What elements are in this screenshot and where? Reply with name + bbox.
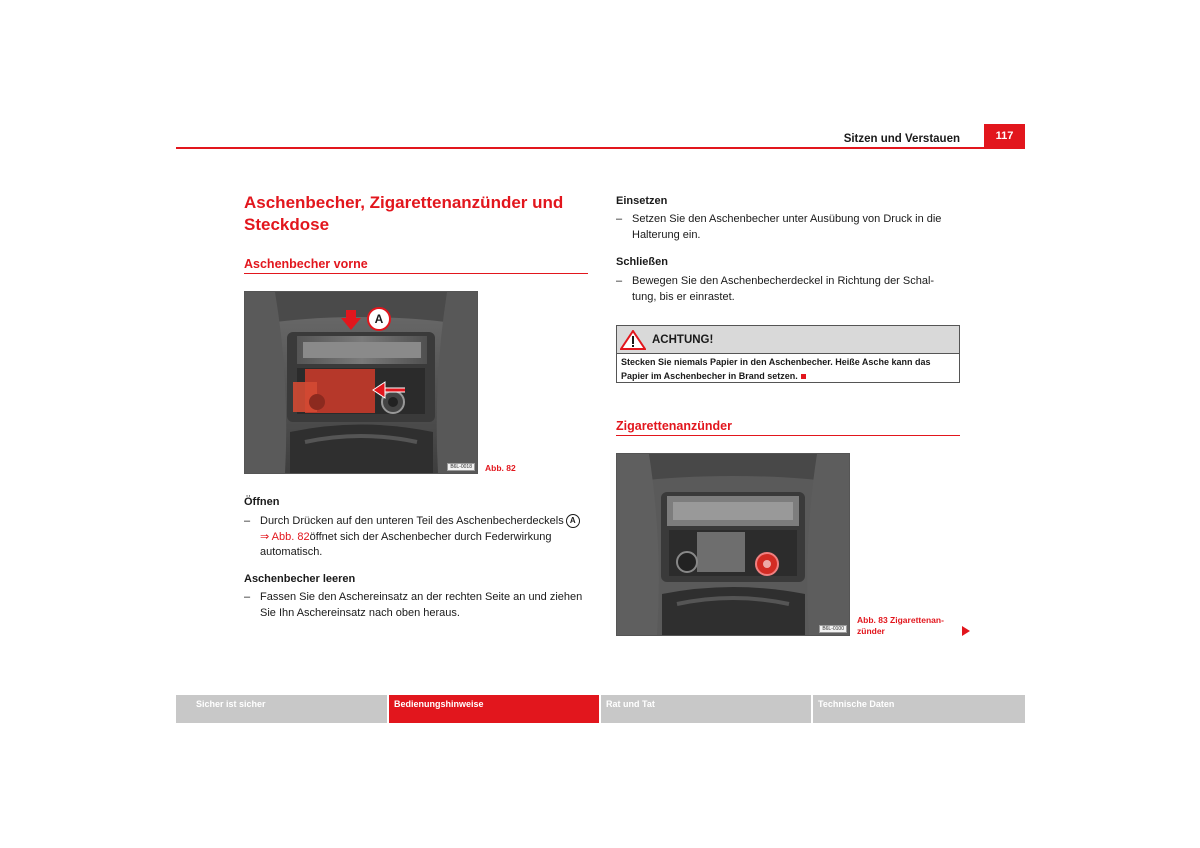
warning-text [617,354,959,385]
einsetzen-line1: Setzen Sie den Aschenbecher unter Ausübung von Druck in die [632,213,942,225]
section-title: Sitzen und Verstauen [843,133,960,145]
page-number: 117 [984,124,1025,148]
leeren-line2: Sie Ihn Aschereinsatz nach oben heraus. [260,606,460,619]
footer-tab-rat-und-tat[interactable]: Rat und Tat [601,695,811,723]
subheading-rule [244,273,588,274]
link-abb-82[interactable]: ⇒ Abb. 82 [260,530,310,543]
badge-a: A [566,514,580,528]
oeffnen-line3: automatisch. [260,546,323,558]
leeren-line1: Fassen Sie den Aschereinsatz an der rechten Seite an und ziehen [260,591,583,603]
einsetzen-line2: Halterung ein. [632,228,701,241]
figure-code: B6L-0100 [819,625,847,633]
caption-83-line1: Abb. 83 Zigarettenan- [857,615,944,625]
footer-tab-sicher[interactable]: Sicher ist sicher [176,695,387,723]
continue-arrow-icon [962,626,970,636]
dash: – [616,275,623,287]
warning-box [616,325,960,383]
text-oeffnen [244,514,594,561]
page-title-line1: Aschenbecher, Zigarettenanzünder und [244,193,564,212]
footer-tab-bedienungshinweise[interactable]: Bedienungshinweise [389,695,599,723]
warning-line2: Papier im Aschenbecher in Brand setzen. [621,370,798,381]
text-einsetzen [616,212,961,243]
subheading-aschenbecher-vorne: Aschenbecher vorne [244,257,368,271]
lighter-illustration [617,454,849,635]
warning-title: ACHTUNG! [652,333,714,346]
warning-icon [620,330,646,350]
warning-header [617,326,959,354]
end-marker-icon [801,374,806,379]
figure-caption-83 [857,615,944,637]
ashtray-illustration [245,292,477,473]
footer-tab-technische-daten[interactable]: Technische Daten [813,695,1025,723]
heading-schliessen: Schließen [616,256,668,268]
page-title [244,192,563,236]
subheading-rule [616,435,960,436]
dash: – [244,515,251,527]
header-rule [176,147,1025,149]
oeffnen-line1: Durch Drücken auf den unteren Teil des Aschenbecherdeckels [260,515,564,527]
oeffnen-line2: öffnet sich der Aschenbecher durch Federwirkung [309,530,552,543]
figure-cigarette-lighter [616,453,850,636]
dash: – [616,213,623,225]
page-title-line2: Steckdose [244,215,330,234]
text-leeren [244,590,594,621]
schliessen-line1: Bewegen Sie den Aschenbecherdeckel in Richtung der Schal- [632,275,935,287]
figure-caption-82: Abb. 82 [485,463,516,473]
heading-oeffnen: Öffnen [244,496,280,508]
heading-leeren: Aschenbecher leeren [244,573,356,585]
dash: – [244,591,251,603]
callout-a: A [367,307,391,331]
subheading-zigarettenanzuender: Zigarettenanzünder [616,419,732,433]
figure-ashtray [244,291,478,474]
text-schliessen [616,274,961,305]
caption-83-line2: zünder [857,626,885,636]
heading-einsetzen: Einsetzen [616,195,668,207]
schliessen-line2: tung, bis er einrastet. [632,290,735,303]
warning-line1: Stecken Sie niemals Papier in den Aschenbecher. Heiße Asche kann das [621,357,931,367]
figure-code: B6L-0018 [447,463,475,471]
